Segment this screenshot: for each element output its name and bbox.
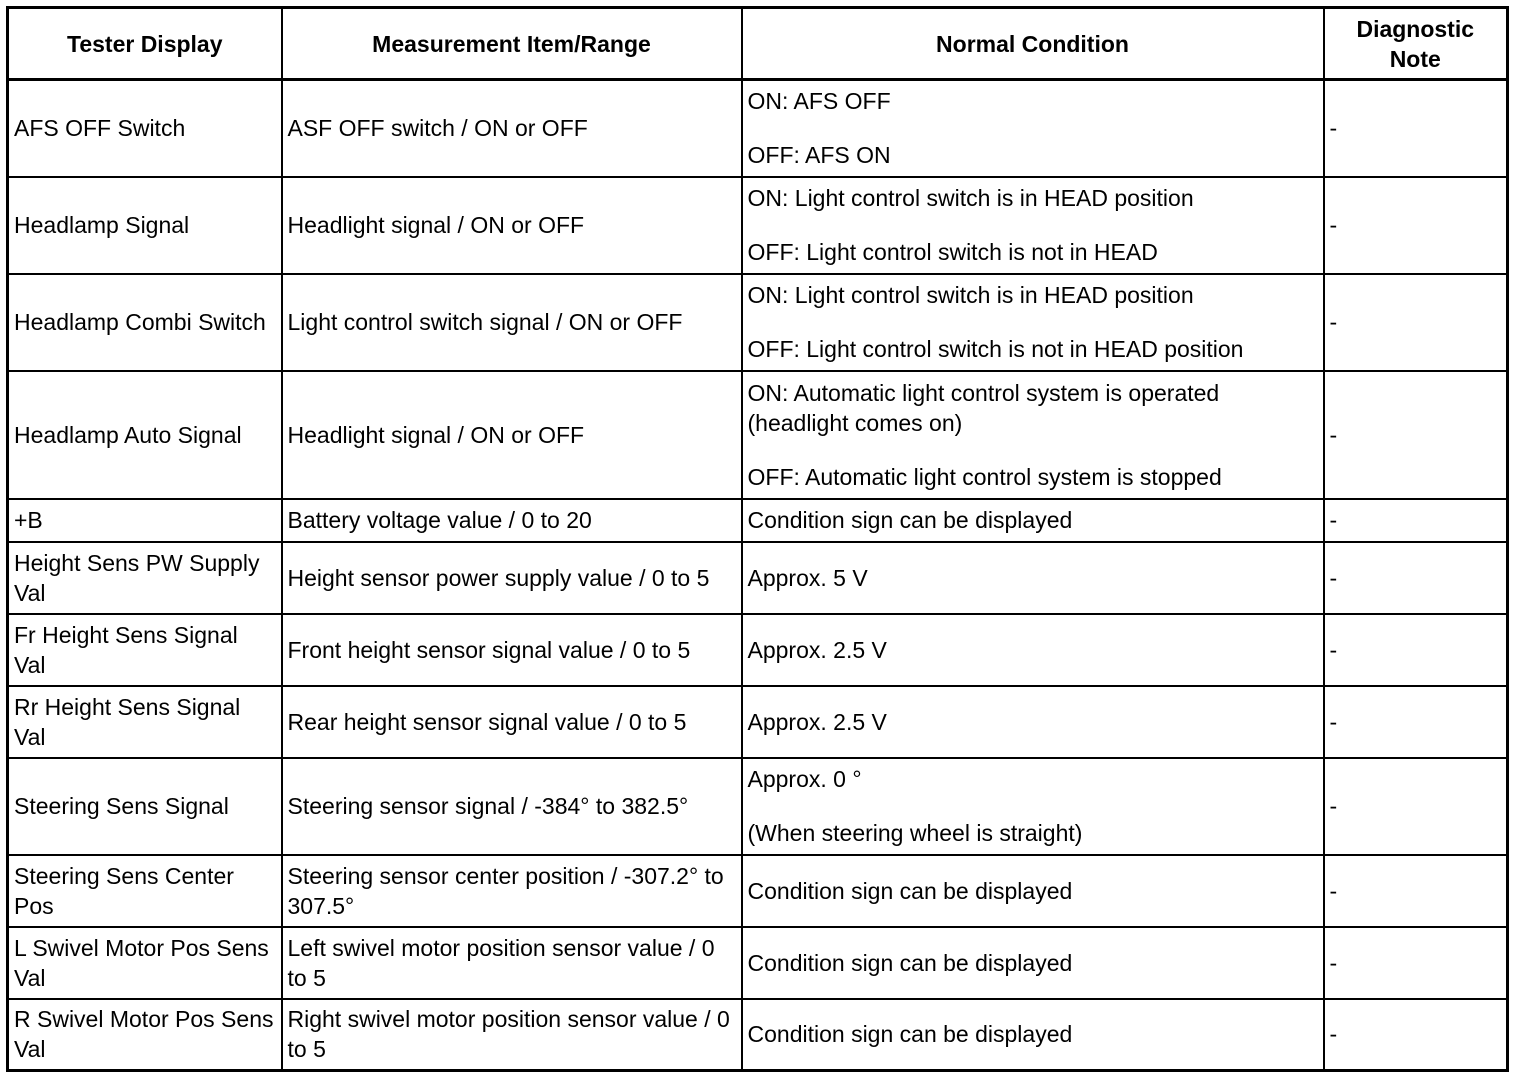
diagnostic-data-table (6, 6, 1509, 1072)
cell-diagnostic-note: - (1324, 177, 1508, 274)
condition-line: Approx. 2.5 V (747, 636, 887, 663)
cell-measurement: Headlight signal / ON or OFF (282, 371, 742, 499)
cell-tester-display: +B (8, 499, 282, 542)
condition-line: Condition sign can be displayed (747, 1021, 1073, 1048)
condition-line: Approx. 0 ° (747, 766, 862, 792)
table-row (8, 542, 1508, 614)
cell-tester-display: Fr Height Sens Signal Val (8, 614, 282, 686)
cell-diagnostic-note: - (1324, 274, 1508, 371)
cell-normal-condition (742, 758, 1324, 855)
cell-diagnostic-note: - (1324, 614, 1508, 686)
cell-measurement: Light control switch signal / ON or OFF (282, 274, 742, 371)
condition-line: ON: Automatic light control system is operated (headlight comes on) (747, 379, 1220, 436)
cell-tester-display: AFS OFF Switch (8, 80, 282, 177)
cell-normal-condition (742, 80, 1324, 177)
table-row (8, 499, 1508, 542)
cell-measurement: Headlight signal / ON or OFF (282, 177, 742, 274)
cell-normal-condition (742, 999, 1324, 1071)
cell-measurement: Battery voltage value / 0 to 20 (282, 499, 742, 542)
table-row (8, 80, 1508, 177)
cell-normal-condition (742, 542, 1324, 614)
cell-tester-display: Height Sens PW Supply Val (8, 542, 282, 614)
cell-tester-display: L Swivel Motor Pos Sens Val (8, 927, 282, 999)
cell-tester-display: Rr Height Sens Signal Val (8, 686, 282, 758)
condition-line: OFF: AFS ON (747, 142, 891, 169)
table-row (8, 371, 1508, 499)
header-row (8, 8, 1508, 80)
header-measurement: Measurement Item/Range (282, 8, 742, 80)
cell-measurement: Steering sensor signal / -384° to 382.5° (282, 758, 742, 855)
cell-tester-display: Steering Sens Center Pos (8, 855, 282, 927)
cell-diagnostic-note: - (1324, 542, 1508, 614)
header-diagnostic-note (1324, 8, 1508, 80)
cell-measurement: Steering sensor center position / -307.2° to 307.5° (282, 855, 742, 927)
header-tester-display: Tester Display (8, 8, 282, 80)
cell-tester-display: R Swivel Motor Pos Sens Val (8, 999, 282, 1071)
table-header (8, 8, 1508, 80)
cell-normal-condition (742, 686, 1324, 758)
cell-tester-display: Headlamp Auto Signal (8, 371, 282, 499)
condition-line: Condition sign can be displayed (747, 877, 1073, 904)
table-row (8, 927, 1508, 999)
condition-line: OFF: Light control switch is not in HEAD position (747, 336, 1244, 362)
table-body (8, 80, 1508, 1071)
cell-normal-condition (742, 274, 1324, 371)
cell-tester-display: Steering Sens Signal (8, 758, 282, 855)
table-row (8, 177, 1508, 274)
condition-line: Condition sign can be displayed (747, 507, 1073, 533)
condition-line: Approx. 2.5 V (747, 708, 887, 735)
cell-diagnostic-note: - (1324, 371, 1508, 499)
condition-line: ON: Light control switch is in HEAD position (747, 282, 1194, 308)
cell-measurement: Front height sensor signal value / 0 to 5 (282, 614, 742, 686)
condition-line: (When steering wheel is straight) (747, 820, 1083, 846)
cell-measurement: ASF OFF switch / ON or OFF (282, 80, 742, 177)
cell-tester-display: Headlamp Signal (8, 177, 282, 274)
cell-measurement: Right swivel motor position sensor value / 0 to 5 (282, 999, 742, 1071)
cell-normal-condition (742, 177, 1324, 274)
cell-normal-condition (742, 499, 1324, 542)
cell-normal-condition (742, 855, 1324, 927)
cell-measurement: Rear height sensor signal value / 0 to 5 (282, 686, 742, 758)
condition-line: Approx. 5 V (747, 564, 868, 591)
cell-measurement: Left swivel motor position sensor value / 0 to 5 (282, 927, 742, 999)
table-row (8, 614, 1508, 686)
header-normal-condition: Normal Condition (742, 8, 1324, 80)
table-row (8, 686, 1508, 758)
table-row (8, 274, 1508, 371)
condition-line: ON: Light control switch is in HEAD position (747, 185, 1194, 211)
cell-diagnostic-note: - (1324, 758, 1508, 855)
table-row (8, 758, 1508, 855)
cell-diagnostic-note: - (1324, 927, 1508, 999)
cell-diagnostic-note: - (1324, 686, 1508, 758)
cell-measurement: Height sensor power supply value / 0 to 5 (282, 542, 742, 614)
header-note-line1: Diagnostic (1356, 15, 1475, 42)
cell-diagnostic-note: - (1324, 499, 1508, 542)
condition-line: OFF: Automatic light control system is stopped (747, 463, 1222, 490)
condition-line: Condition sign can be displayed (747, 949, 1073, 976)
condition-line: OFF: Light control switch is not in HEAD (747, 239, 1158, 265)
header-note-line2: Note (1389, 45, 1441, 72)
cell-diagnostic-note: - (1324, 855, 1508, 927)
condition-line: ON: AFS OFF (747, 88, 891, 115)
cell-normal-condition (742, 614, 1324, 686)
table-row (8, 855, 1508, 927)
cell-normal-condition (742, 371, 1324, 499)
cell-normal-condition (742, 927, 1324, 999)
cell-tester-display: Headlamp Combi Switch (8, 274, 282, 371)
cell-diagnostic-note: - (1324, 80, 1508, 177)
table-row (8, 999, 1508, 1071)
cell-diagnostic-note: - (1324, 999, 1508, 1071)
